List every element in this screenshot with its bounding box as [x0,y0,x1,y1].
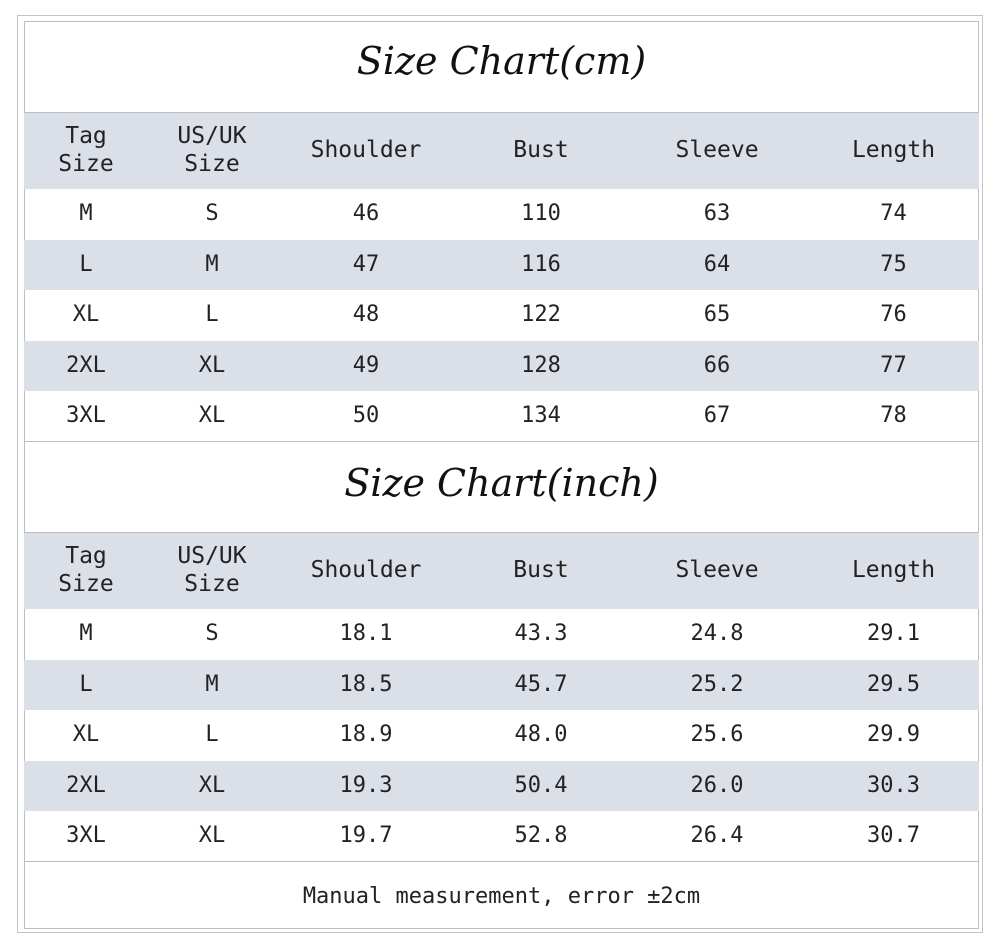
cell-sleeve: 67 [703,403,731,429]
cell-length: 30.3 [867,772,920,798]
cell-length: 76 [880,302,907,328]
cm-chart-title: Size Chart(cm) [356,39,647,83]
inch-chart-title: Size Chart(inch) [344,461,659,505]
table-row [24,341,979,392]
cell-length: 75 [880,251,907,277]
header-sleeve: Sleeve [675,137,759,164]
cell-us-uk-size: M [205,251,219,277]
cell-bust: 43.3 [514,621,568,647]
inch-header-row [24,533,979,609]
divider [24,861,979,862]
cell-tag-size: 2XL [66,352,106,378]
cell-shoulder: 18.9 [339,722,393,748]
cell-bust: 50.4 [514,772,568,798]
cell-shoulder: 47 [352,251,380,277]
table-row [24,609,979,660]
header-bust: Bust [513,137,569,164]
header-us-uk-size: US/UK Size [177,543,247,597]
header-sleeve: Sleeve [675,557,759,584]
table-row [24,391,979,442]
table-row [24,811,979,862]
cell-sleeve: 64 [703,251,731,277]
cell-tag-size: 3XL [66,403,106,429]
header-shoulder: Shoulder [310,137,422,164]
cell-bust: 128 [521,352,561,378]
table-row [24,240,979,291]
cell-sleeve: 25.2 [690,671,744,697]
cell-shoulder: 49 [352,352,380,378]
cell-tag-size: L [79,671,93,697]
cell-bust: 110 [521,201,561,227]
cell-shoulder: 50 [352,403,380,429]
cell-sleeve: 26.4 [690,823,744,849]
cell-bust: 116 [521,251,561,277]
header-shoulder: Shoulder [310,557,422,584]
header-bust: Bust [513,557,569,584]
cell-bust: 134 [521,403,561,429]
table-row [24,660,979,711]
cm-header-row [24,113,979,189]
cell-bust: 45.7 [514,671,568,697]
cell-tag-size: M [79,201,93,227]
cell-shoulder: 19.7 [339,823,393,849]
measurement-note: Manual measurement, error ±2cm [302,883,701,909]
cell-tag-size: L [79,251,93,277]
cell-bust: 48.0 [514,722,568,748]
cell-shoulder: 18.1 [339,621,393,647]
cell-us-uk-size: L [205,722,219,748]
cell-shoulder: 19.3 [339,772,393,798]
cell-us-uk-size: XL [198,823,226,849]
cell-sleeve: 26.0 [690,772,744,798]
cell-sleeve: 66 [703,352,731,378]
cell-us-uk-size: XL [198,403,226,429]
header-tag-size: Tag Size [58,543,114,597]
cell-tag-size: 3XL [66,823,106,849]
cell-length: 29.9 [867,722,920,748]
cm-size-table [24,113,979,442]
cell-length: 29.1 [867,621,920,647]
inch-size-table [24,533,979,862]
cell-us-uk-size: S [205,621,219,647]
cell-bust: 122 [521,302,561,328]
cell-sleeve: 24.8 [690,621,744,647]
table-row [24,761,979,812]
cell-tag-size: 2XL [66,772,106,798]
table-row [24,290,979,341]
divider [24,441,979,442]
cell-bust: 52.8 [514,823,568,849]
cell-length: 74 [880,201,907,227]
header-length: Length [851,557,936,584]
header-tag-size: Tag Size [58,123,114,177]
table-row [24,189,979,240]
cell-tag-size: XL [72,722,100,748]
cell-length: 78 [880,403,907,429]
cell-sleeve: 65 [703,302,731,328]
cell-length: 77 [880,352,907,378]
cell-sleeve: 25.6 [690,722,744,748]
table-row [24,710,979,761]
header-us-uk-size: US/UK Size [177,123,247,177]
cell-sleeve: 63 [703,201,731,227]
header-length: Length [851,137,936,164]
cell-us-uk-size: M [205,671,219,697]
cell-us-uk-size: XL [198,772,226,798]
cell-shoulder: 18.5 [339,671,393,697]
cell-tag-size: XL [72,302,100,328]
cell-shoulder: 46 [352,201,380,227]
cell-us-uk-size: S [205,201,219,227]
cell-length: 29.5 [867,671,920,697]
cell-length: 30.7 [867,823,920,849]
cell-us-uk-size: L [205,302,219,328]
cell-us-uk-size: XL [198,352,226,378]
cell-shoulder: 48 [352,302,380,328]
cell-tag-size: M [79,621,93,647]
